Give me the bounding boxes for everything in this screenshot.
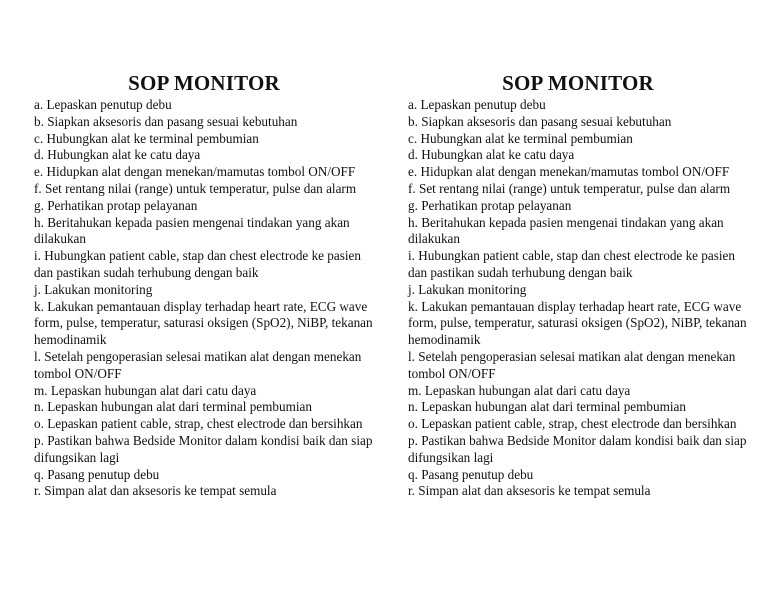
step-item: a. Lepaskan penutup debu <box>408 97 546 112</box>
step-item: n. Lepaskan hubungan alat dari terminal pembumian <box>408 399 686 415</box>
step-list <box>34 97 374 500</box>
step-item: f. Set rentang nilai (range) untuk temperatur, pulse dan alarm <box>408 180 731 196</box>
step-item: h. Beritahukan kepada pasien mengenai tindakan yang akan dilakukan <box>408 214 724 247</box>
step-item: k. Lakukan pemantauan display terhadap heart rate, ECG wave form, pulse, temperatur, saturasi oksigen (SpO2), NiBP, tekanan hemodinamik <box>408 298 747 348</box>
step-item: r. Simpan alat dan aksesoris ke tempat semula <box>408 483 651 499</box>
step-item: a. Lepaskan penutup debu <box>34 97 172 112</box>
step-list-copy <box>408 97 748 500</box>
step-item: e. Hidupkan alat dengan menekan/mamutas tombol ON/OFF <box>34 164 356 180</box>
step-item: l. Setelah pengoperasian selesai matikan alat dengan menekan tombol ON/OFF <box>34 348 362 381</box>
step-item: l. Setelah pengoperasian selesai matikan alat dengan menekan tombol ON/OFF <box>408 348 736 381</box>
page-title-copy: SOP MONITOR <box>502 71 654 95</box>
step-item: c. Hubungkan alat ke terminal pembumian <box>408 130 633 146</box>
step-item: b. Siapkan aksesoris dan pasang sesuai kebutuhan <box>408 113 672 129</box>
step-item: r. Simpan alat dan aksesoris ke tempat semula <box>34 483 277 499</box>
step-item: i. Hubungkan patient cable, stap dan chest electrode ke pasien dan pastikan sudah terhubung dengan baik <box>34 248 362 280</box>
step-item: o. Lepaskan patient cable, strap, chest electrode dan bersihkan <box>34 416 363 432</box>
step-item: f. Set rentang nilai (range) untuk temperatur, pulse dan alarm <box>34 180 357 196</box>
step-item: p. Pastikan bahwa Bedside Monitor dalam kondisi baik dan siap difungsikan lagi <box>34 432 373 465</box>
step-item: d. Hubungkan alat ke catu daya <box>408 147 575 163</box>
page-title: SOP MONITOR <box>128 71 280 95</box>
step-item: h. Beritahukan kepada pasien mengenai tindakan yang akan dilakukan <box>34 214 350 247</box>
step-item: p. Pastikan bahwa Bedside Monitor dalam kondisi baik dan siap difungsikan lagi <box>408 432 747 465</box>
step-item: q. Pasang penutup debu <box>408 466 534 482</box>
step-item: b. Siapkan aksesoris dan pasang sesuai kebutuhan <box>34 113 298 129</box>
step-item: g. Perhatikan protap pelayanan <box>34 197 198 213</box>
step-item: k. Lakukan pemantauan display terhadap heart rate, ECG wave form, pulse, temperatur, saturasi oksigen (SpO2), NiBP, tekanan hemodinamik <box>34 298 373 348</box>
step-item: e. Hidupkan alat dengan menekan/mamutas tombol ON/OFF <box>408 164 730 180</box>
step-item: i. Hubungkan patient cable, stap dan chest electrode ke pasien dan pastikan sudah terhubung dengan baik <box>408 248 736 280</box>
step-item: j. Lakukan monitoring <box>34 281 153 297</box>
sop-column-left <box>34 70 374 500</box>
step-item: c. Hubungkan alat ke terminal pembumian <box>34 130 259 146</box>
step-item: d. Hubungkan alat ke catu daya <box>34 147 201 163</box>
step-item: o. Lepaskan patient cable, strap, chest electrode dan bersihkan <box>408 416 737 432</box>
step-item: n. Lepaskan hubungan alat dari terminal pembumian <box>34 399 312 415</box>
step-item: m. Lepaskan hubungan alat dari catu daya <box>408 382 631 398</box>
step-item: g. Perhatikan protap pelayanan <box>408 197 572 213</box>
step-item: m. Lepaskan hubungan alat dari catu daya <box>34 382 257 398</box>
step-item: j. Lakukan monitoring <box>408 281 527 297</box>
step-item: q. Pasang penutup debu <box>34 466 160 482</box>
sop-column-right <box>408 70 748 500</box>
